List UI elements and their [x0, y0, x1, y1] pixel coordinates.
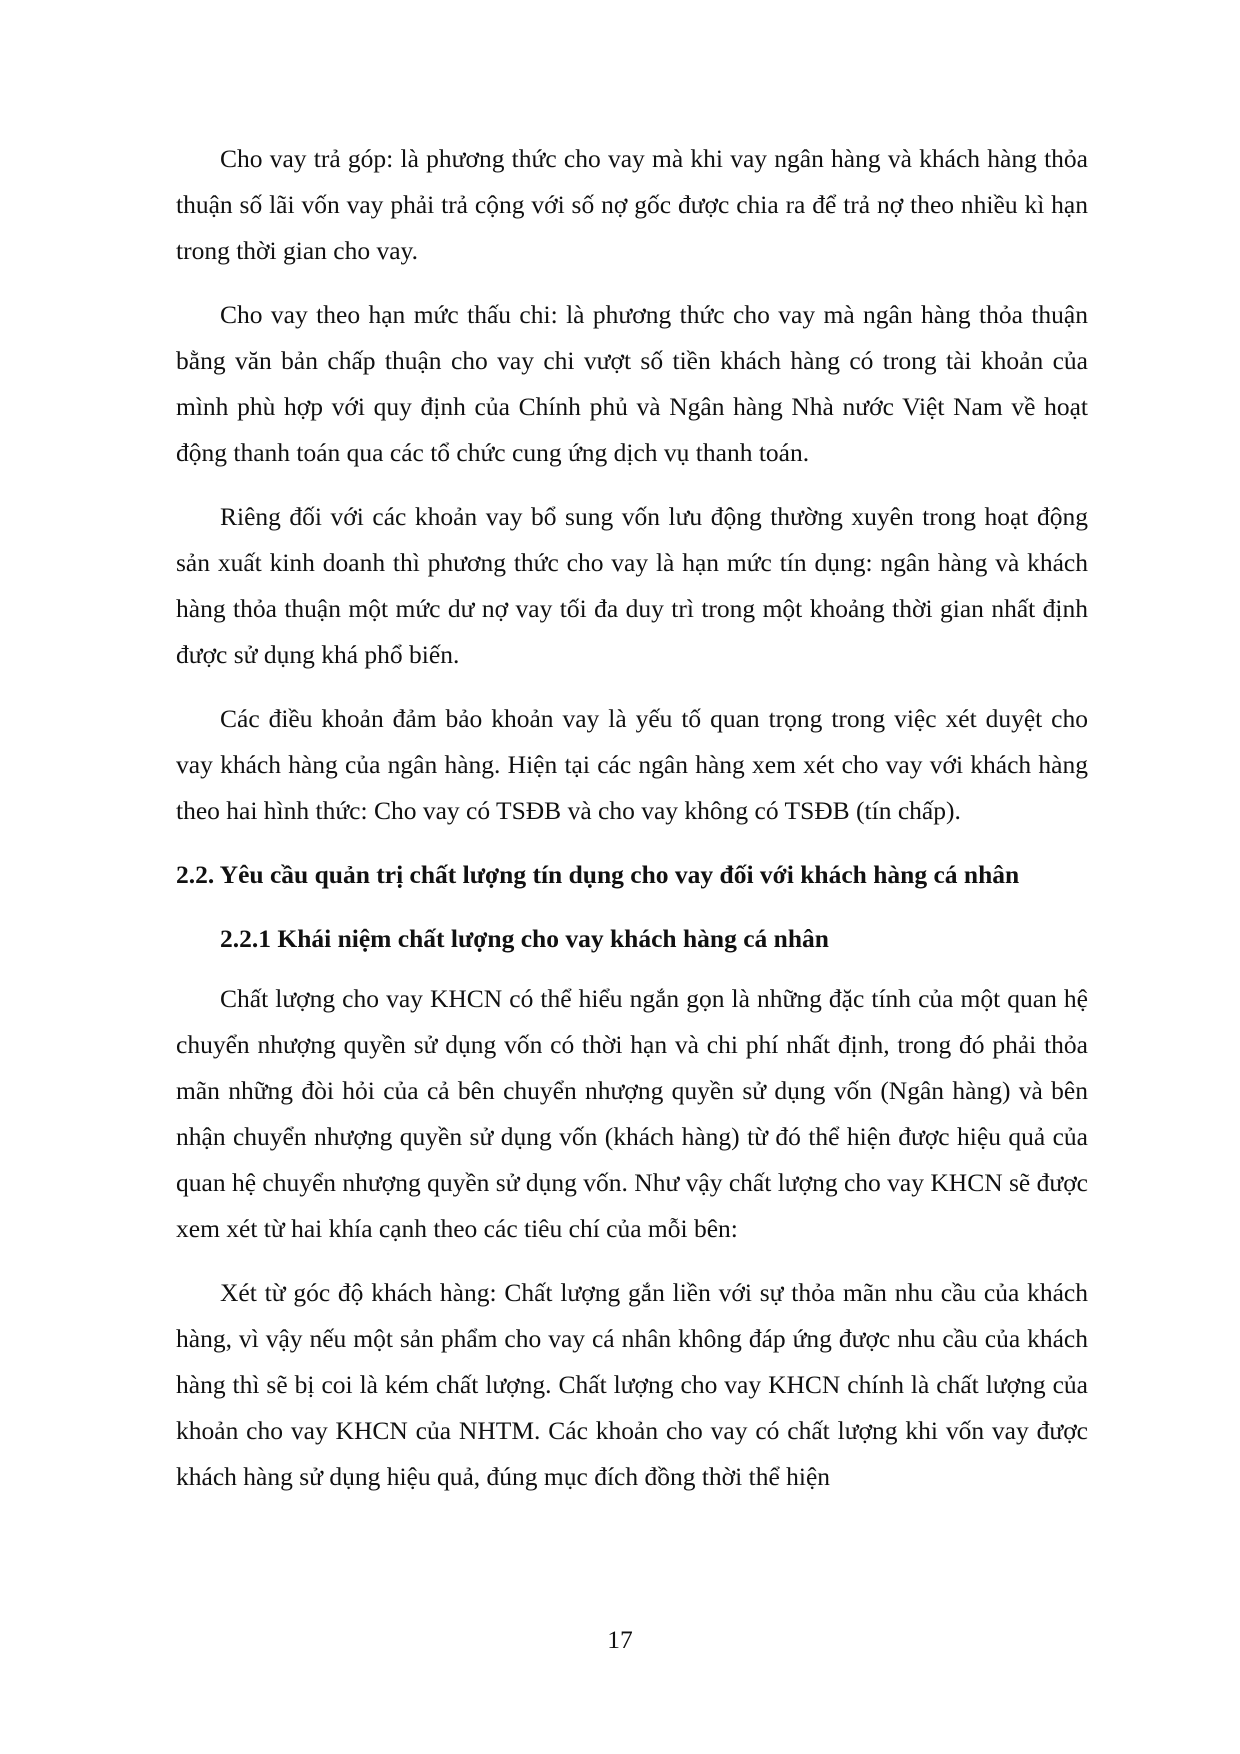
paragraph-collateral-terms: Các điều khoản đảm bảo khoản vay là yếu tố quan trọng trong việc xét duyệt cho vay khách hàng của ngân hàng. Hiện tại các ngân hàng xem xét cho vay với khách hàng theo hai hình thức: Cho vay có TSĐB và cho vay không có TSĐB (tín chấp).: [176, 704, 1088, 825]
paragraph-quality-definition: Chất lượng cho vay KHCN có thể hiểu ngắn gọn là những đặc tính của một quan hệ chuyển nhượng quyền sử dụng vốn có thời hạn và chi phí nhất định, trong đó phải thỏa mãn những đòi hỏi của cả bên chuyển nhượng quyền sử dụng vốn (Ngân hàng) và bên nhận chuyển nhượng quyền sử dụng vốn (khách hàng) từ đó thể hiện được hiệu quả của quan hệ chuyển nhượng quyền sử dụng vốn. Như vậy chất lượng cho vay KHCN sẽ được xem xét từ hai khía cạnh theo các tiêu chí của mỗi bên:: [176, 984, 1088, 1243]
paragraph-customer-perspective: Xét từ góc độ khách hàng: Chất lượng gắn liền với sự thỏa mãn nhu cầu của khách hàng, vì vậy nếu một sản phẩm cho vay cá nhân không đáp ứng được nhu cầu của khách hàng thì sẽ bị coi là kém chất lượng. Chất lượng cho vay KHCN chính là chất lượng của khoản cho vay KHCN của NHTM. Các khoản cho vay có chất lượng khi vốn vay được khách hàng sử dụng hiệu quả, đúng mục đích đồng thời thể hiện: [176, 1278, 1088, 1491]
section-heading-2-2: 2.2. Yêu cầu quản trị chất lượng tín dụng cho vay đối với khách hàng cá nhân: [176, 860, 1020, 889]
paragraph-credit-limit: Riêng đối với các khoản vay bổ sung vốn lưu động thường xuyên trong hoạt động sản xuất kinh doanh thì phương thức cho vay là hạn mức tín dụng: ngân hàng và khách hàng thỏa thuận một mức dư nợ vay tối đa duy trì trong một khoảng thời gian nhất định được sử dụng khá phổ biến.: [176, 502, 1088, 669]
paragraph-overdraft-limit: Cho vay theo hạn mức thấu chi: là phương thức cho vay mà ngân hàng thỏa thuận bằng văn bản chấp thuận cho vay chi vượt số tiền khách hàng có trong tài khoản của mình phù hợp với quy định của Chính phủ và Ngân hàng Nhà nước Việt Nam về hoạt động thanh toán qua các tổ chức cung ứng dịch vụ thanh toán.: [176, 300, 1088, 467]
section-heading-2-2-1: 2.2.1 Khái niệm chất lượng cho vay khách hàng cá nhân: [220, 924, 829, 953]
page-number: 17: [607, 1625, 633, 1654]
paragraph-installment-loan: Cho vay trả góp: là phương thức cho vay mà khi vay ngân hàng và khách hàng thỏa thuận số lãi vốn vay phải trả cộng với số nợ gốc được chia ra để trả nợ theo nhiều kì hạn trong thời gian cho vay.: [176, 144, 1088, 265]
page-body: [176, 136, 1088, 1518]
